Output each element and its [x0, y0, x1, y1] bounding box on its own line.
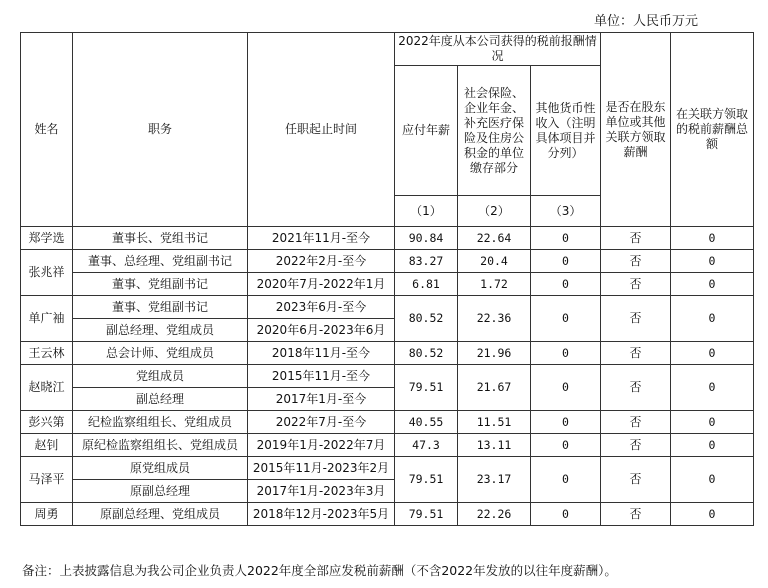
header-pay-group: 2022年度从本公司获得的税前报酬情况 — [395, 33, 601, 66]
related-pay-cell: 0 — [671, 227, 754, 250]
header-name: 姓名 — [21, 33, 73, 227]
position-cell: 董事、党组副书记 — [73, 296, 248, 319]
position-cell: 原副总经理、党组成员 — [73, 503, 248, 526]
footnote: 备注：上表披露信息为我公司企业负责人2022年度全部应发税前薪酬（不含2022年发放的以往年度薪酬）。 — [22, 563, 617, 578]
insurance-cell: 1.72 — [458, 273, 531, 296]
header-tenure: 任职起止时间 — [248, 33, 395, 227]
other-income-cell: 0 — [531, 273, 601, 296]
tenure-cell: 2021年11月-至今 — [248, 227, 395, 250]
tenure-cell: 2018年12月-2023年5月 — [248, 503, 395, 526]
position-cell: 董事、党组副书记 — [73, 273, 248, 296]
tenure-cell: 2017年1月-2023年3月 — [248, 480, 395, 503]
insurance-cell: 21.96 — [458, 342, 531, 365]
insurance-cell: 13.11 — [458, 434, 531, 457]
insurance-cell: 20.4 — [458, 250, 531, 273]
position-cell: 总会计师、党组成员 — [73, 342, 248, 365]
salary-cell: 80.52 — [395, 296, 458, 342]
related-pay-cell: 0 — [671, 365, 754, 411]
related-pay-cell: 0 — [671, 273, 754, 296]
insurance-cell: 23.17 — [458, 457, 531, 503]
table-row — [21, 457, 754, 480]
position-cell: 原副总经理 — [73, 480, 248, 503]
shareholder-pay-cell: 否 — [601, 250, 671, 273]
shareholder-pay-cell: 否 — [601, 503, 671, 526]
tenure-cell: 2019年1月-2022年7月 — [248, 434, 395, 457]
tenure-cell: 2022年2月-至今 — [248, 250, 395, 273]
related-pay-cell: 0 — [671, 342, 754, 365]
position-cell: 党组成员 — [73, 365, 248, 388]
salary-cell: 83.27 — [395, 250, 458, 273]
table-row — [21, 503, 754, 526]
tenure-cell: 2022年7月-至今 — [248, 411, 395, 434]
table-row — [21, 250, 754, 273]
shareholder-pay-cell: 否 — [601, 342, 671, 365]
table-row — [21, 227, 754, 250]
related-pay-cell: 0 — [671, 250, 754, 273]
tenure-cell: 2020年7月-2022年1月 — [248, 273, 395, 296]
insurance-cell: 21.67 — [458, 365, 531, 411]
related-pay-cell: 0 — [671, 503, 754, 526]
insurance-cell: 22.26 — [458, 503, 531, 526]
salary-cell: 6.81 — [395, 273, 458, 296]
salary-cell: 80.52 — [395, 342, 458, 365]
related-pay-cell: 0 — [671, 296, 754, 342]
table-row — [21, 342, 754, 365]
unit-label: 单位：人民币万元 — [593, 14, 698, 29]
header-col-3: （3） — [531, 196, 601, 227]
salary-cell: 47.3 — [395, 434, 458, 457]
salary-cell: 90.84 — [395, 227, 458, 250]
related-pay-cell: 0 — [671, 457, 754, 503]
person-name: 周勇 — [21, 503, 73, 526]
header-social-insurance: 社会保险、企业年金、补充医疗保险及住房公积金的单位缴存部分 — [458, 66, 531, 196]
position-cell: 董事长、党组书记 — [73, 227, 248, 250]
other-income-cell: 0 — [531, 411, 601, 434]
insurance-cell: 22.64 — [458, 227, 531, 250]
person-name: 赵晓江 — [21, 365, 73, 411]
salary-cell: 79.51 — [395, 457, 458, 503]
salary-cell: 79.51 — [395, 503, 458, 526]
position-cell: 副总经理 — [73, 388, 248, 411]
tenure-cell: 2018年11月-至今 — [248, 342, 395, 365]
position-cell: 原纪检监察组组长、党组成员 — [73, 434, 248, 457]
other-income-cell: 0 — [531, 250, 601, 273]
position-cell: 原党组成员 — [73, 457, 248, 480]
person-name: 张兆祥 — [21, 250, 73, 296]
person-name: 赵钊 — [21, 434, 73, 457]
tenure-cell: 2020年6月-2023年6月 — [248, 319, 395, 342]
tenure-cell: 2023年6月-至今 — [248, 296, 395, 319]
header-annual-salary: 应付年薪 — [395, 66, 458, 196]
shareholder-pay-cell: 否 — [601, 296, 671, 342]
header-position: 职务 — [73, 33, 248, 227]
salary-cell: 40.55 — [395, 411, 458, 434]
shareholder-pay-cell: 否 — [601, 227, 671, 250]
insurance-cell: 11.51 — [458, 411, 531, 434]
other-income-cell: 0 — [531, 227, 601, 250]
shareholder-pay-cell: 否 — [601, 273, 671, 296]
person-name: 郑学选 — [21, 227, 73, 250]
other-income-cell: 0 — [531, 296, 601, 342]
other-income-cell: 0 — [531, 457, 601, 503]
tenure-cell: 2017年1月-至今 — [248, 388, 395, 411]
shareholder-pay-cell: 否 — [601, 411, 671, 434]
other-income-cell: 0 — [531, 342, 601, 365]
position-cell: 董事、总经理、党组副书记 — [73, 250, 248, 273]
person-name: 马泽平 — [21, 457, 73, 503]
table-row — [21, 296, 754, 319]
table-row — [21, 365, 754, 388]
related-pay-cell: 0 — [671, 434, 754, 457]
other-income-cell: 0 — [531, 365, 601, 411]
header-related-pay-total: 在关联方领取的税前薪酬总额 — [671, 33, 754, 227]
header-shareholder-pay: 是否在股东单位或其他关联方领取薪酬 — [601, 33, 671, 227]
tenure-cell: 2015年11月-2023年2月 — [248, 457, 395, 480]
tenure-cell: 2015年11月-至今 — [248, 365, 395, 388]
person-name: 彭兴第 — [21, 411, 73, 434]
table-row — [21, 411, 754, 434]
salary-cell: 79.51 — [395, 365, 458, 411]
position-cell: 副总经理、党组成员 — [73, 319, 248, 342]
person-name: 王云林 — [21, 342, 73, 365]
header-col-2: （2） — [458, 196, 531, 227]
other-income-cell: 0 — [531, 503, 601, 526]
shareholder-pay-cell: 否 — [601, 365, 671, 411]
shareholder-pay-cell: 否 — [601, 457, 671, 503]
other-income-cell: 0 — [531, 434, 601, 457]
shareholder-pay-cell: 否 — [601, 434, 671, 457]
position-cell: 纪检监察组组长、党组成员 — [73, 411, 248, 434]
insurance-cell: 22.36 — [458, 296, 531, 342]
person-name: 单广袖 — [21, 296, 73, 342]
related-pay-cell: 0 — [671, 411, 754, 434]
table-row — [21, 273, 754, 296]
table-row — [21, 434, 754, 457]
header-other-income: 其他货币性收入（注明具体项目并分列） — [531, 66, 601, 196]
compensation-table — [20, 32, 754, 526]
header-col-1: （1） — [395, 196, 458, 227]
